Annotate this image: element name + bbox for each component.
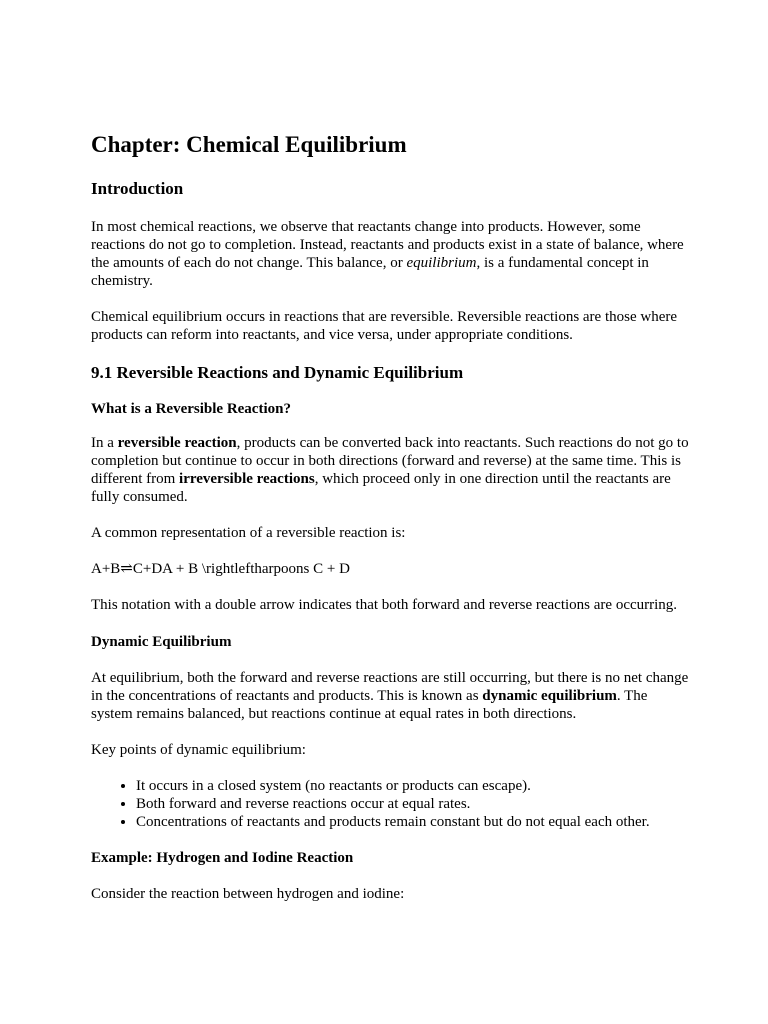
equilibrium-emphasis: equilibrium (406, 255, 477, 271)
dynamic-equilibrium-paragraph (91, 669, 691, 723)
key-points-intro: Key points of dynamic equilibrium: (91, 742, 306, 758)
intro-p1-text-after: , is a fundamental concept in chemistry. (91, 255, 649, 289)
list-item: • It occurs in a closed system (no reactants or products can escape). (136, 777, 691, 795)
intro-paragraph-1 (91, 218, 691, 290)
section-9-1-heading: 9.1 Reversible Reactions and Dynamic Equilibrium (91, 363, 464, 382)
reversible-p-part-2: , products can be converted back into reactants. Such reactions do not go to completion but continue to occur in both directions (forward and reverse) at the same time. This is different from (91, 435, 689, 487)
list-item: • Concentrations of reactants and products remain constant but do not equal each other. (136, 813, 691, 831)
dynamic-p-after: . The system remains balanced, but reactions continue at equal rates in both directions. (91, 688, 648, 722)
reaction-equation: A+B⇌C+DA + B \rightleftharpoons C + D (91, 561, 350, 577)
chapter-title: Chapter: Chemical Equilibrium (91, 132, 407, 157)
reversible-p-part-1: In a (91, 435, 118, 451)
reversible-reaction-term: reversible reaction (117, 435, 237, 451)
intro-paragraph-2: Chemical equilibrium occurs in reactions that are reversible. Reversible reactions are those where products can reform into reactants, and vice versa, under appropriate conditions. (91, 309, 678, 343)
reversible-paragraph (91, 434, 691, 506)
reversible-reaction-heading: What is a Reversible Reaction? (91, 401, 291, 417)
reversible-p-part-3: , which proceed only in one direction until the reactants are fully consumed. (91, 471, 671, 505)
dynamic-equilibrium-heading: Dynamic Equilibrium (91, 634, 232, 650)
key-points-list (91, 777, 691, 831)
notation-paragraph: This notation with a double arrow indicates that both forward and reverse reactions are occurring. (91, 597, 678, 613)
example-intro: Consider the reaction between hydrogen and iodine: (91, 886, 405, 902)
irreversible-reactions-term: irreversible reactions (179, 471, 315, 487)
list-item: • Both forward and reverse reactions occur at equal rates. (136, 795, 691, 813)
introduction-heading: Introduction (91, 179, 184, 198)
intro-p1-text-before: In most chemical reactions, we observe that reactants change into products. However, some reactions do not go to completion. Instead, reactants and products exist in a state of balance, where the amounts of each do not change. This balance, or (91, 219, 684, 271)
dynamic-p-before: At equilibrium, both the forward and reverse reactions are still occurring, but there is no net change in the concentrations of reactants and products. This is known as (91, 670, 689, 704)
example-heading: Example: Hydrogen and Iodine Reaction (91, 850, 354, 866)
dynamic-equilibrium-term: dynamic equilibrium (482, 688, 617, 704)
document-page (91, 128, 691, 921)
representation-intro: A common representation of a reversible reaction is: (91, 525, 406, 541)
